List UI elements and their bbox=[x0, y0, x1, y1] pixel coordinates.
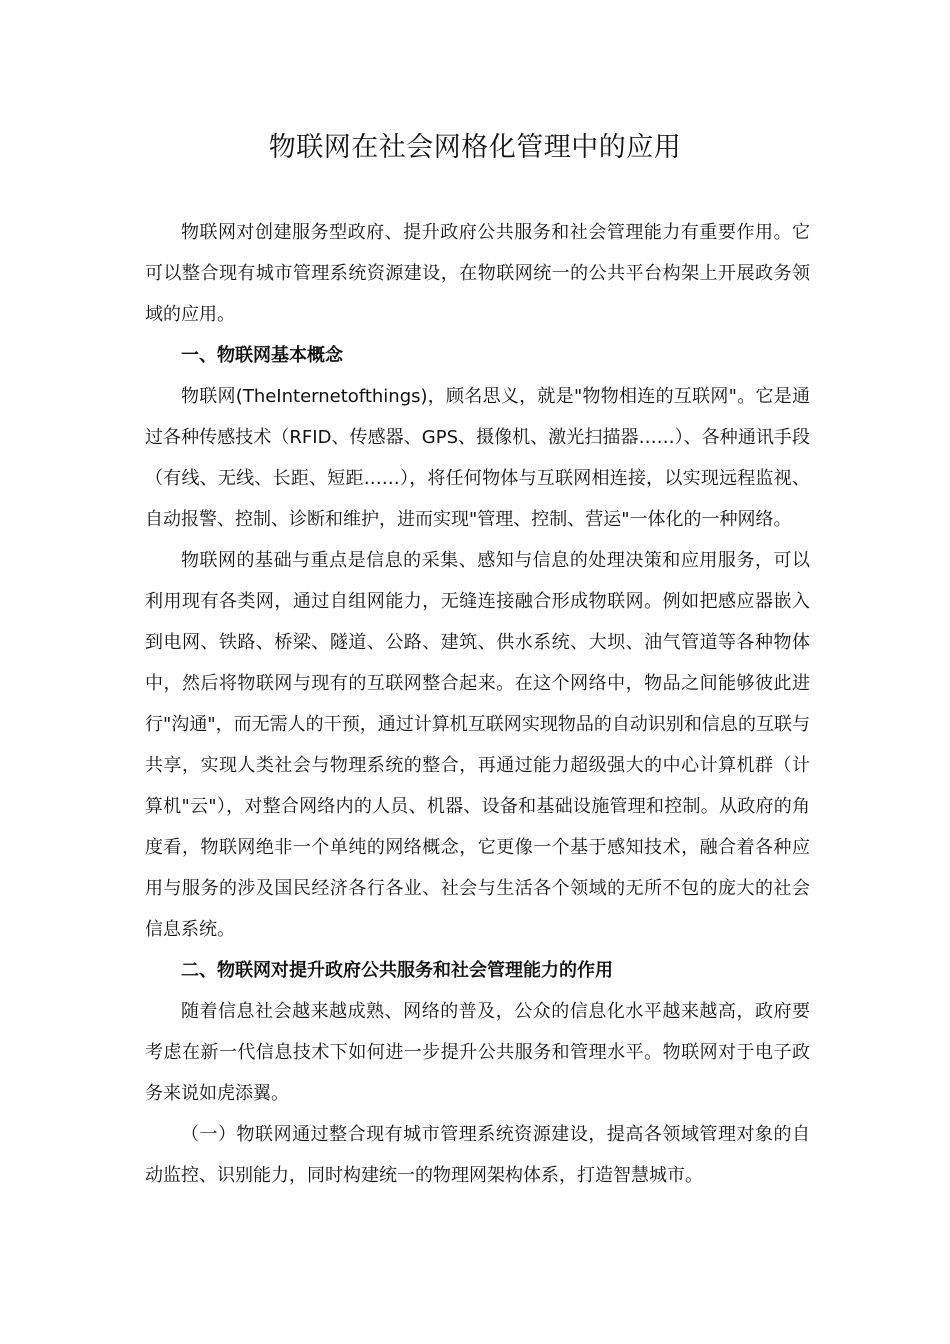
subsection-paragraph-1: （一）物联网通过整合现有城市管理系统资源建设，提高各领域管理对象的自动监控、识别能力，同时构建统一的物理网架构体系，打造智慧城市。 bbox=[145, 1124, 810, 1186]
service-paragraph: 随着信息社会越来越成熟、网络的普及，公众的信息化水平越来越高，政府要考虑在新一代信息技术下如何进一步提升公共服务和管理水平。物联网对于电子政务来说如虎添翼。 bbox=[145, 1001, 810, 1104]
intro-paragraph: 物联网对创建服务型政府、提升政府公共服务和社会管理能力有重要作用。它可以整合现有城市管理系统资源建设，在物联网统一的公共平台构架上开展政务领域的应用。 bbox=[145, 222, 810, 325]
concept-paragraph: 物联网(TheInternetofthings)，顾名思义，就是"物物相连的互联网"。它是通过各种传感技术（RFID、传感器、GPS、摄像机、激光扫描器……）、各种通讯手段（有线、无线、长距、短距……），将任何物体与互联网相连接，以实现远程监视、自动报警、控制、诊断和维护，进而实现"管理、控制、营运"一体化的一种网络。 bbox=[145, 386, 810, 530]
document-title: 物联网在社会网格化管理中的应用 bbox=[268, 132, 682, 163]
document-body bbox=[145, 212, 810, 1196]
foundation-paragraph: 物联网的基础与重点是信息的采集、感知与信息的处理决策和应用服务，可以利用现有各类网，通过自组网能力，无缝连接融合形成物联网。例如把感应器嵌入到电网、铁路、桥梁、隧道、公路、建筑、供水系统、大坝、油气管道等各种物体中，然后将物联网与现有的互联网整合起来。在这个网络中，物品之间能够彼此进行"沟通"，而无需人的干预，通过计算机互联网实现物品的自动识别和信息的互联与共享，实现人类社会与物理系统的整合，再通过能力超级强大的中心计算机群（计算机"云"），对整合网络内的人员、机器、设备和基础设施管理和控制。从政府的角度看，物联网绝非一个单纯的网络概念，它更像一个基于感知技术，融合着各种应用与服务的涉及国民经济各行各业、社会与生活各个领域的无所不包的庞大的社会信息系统。 bbox=[145, 550, 810, 940]
section-heading-2: 二、物联网对提升政府公共服务和社会管理能力的作用 bbox=[181, 960, 613, 981]
section-heading-1: 一、物联网基本概念 bbox=[181, 345, 343, 366]
